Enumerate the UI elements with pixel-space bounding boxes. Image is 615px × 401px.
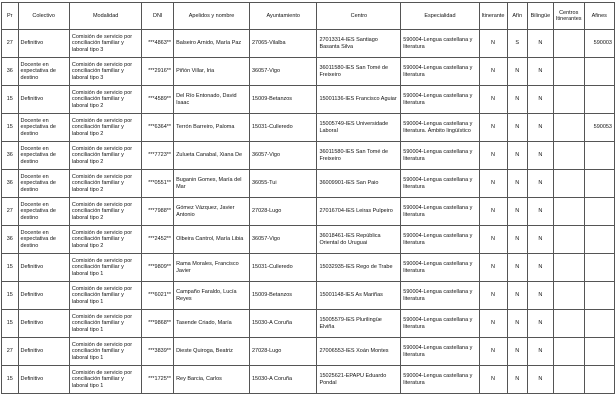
cell-pr: 15 xyxy=(2,86,19,114)
cell-especialidad: 590004-Lengua castellana y literatura xyxy=(401,338,479,366)
header-row xyxy=(2,3,615,30)
table-row xyxy=(2,198,615,226)
cell-itinerante: N xyxy=(479,366,507,394)
cell-afin: N xyxy=(507,254,527,282)
cell-pr: 15 xyxy=(2,114,19,142)
cell-afin: N xyxy=(507,310,527,338)
cell-itinerante: N xyxy=(479,226,507,254)
cell-modalidad: Comisión de servicio por conciliación familiar y laboral tipo 2 xyxy=(69,114,142,142)
cell-centro: 15001136-IES Francisco Aguiar xyxy=(317,86,401,114)
cell-modalidad: Comisión de servicio por conciliación familiar y laboral tipo 2 xyxy=(69,142,142,170)
cell-dni: ***6021** xyxy=(142,282,174,310)
column-header-afines: Afines xyxy=(584,3,614,30)
cell-dni: ***4863** xyxy=(142,30,174,58)
cell-ayuntamiento: 36055-Tui xyxy=(250,170,317,198)
cell-itinerante: N xyxy=(479,310,507,338)
column-header-colectivo: Colectivo xyxy=(18,3,69,30)
cell-modalidad: Comisión de servicio por conciliación familiar y laboral tipo 3 xyxy=(69,30,142,58)
column-header-especialidad: Especialidad xyxy=(401,3,479,30)
table-row xyxy=(2,226,615,254)
cell-ayuntamiento: 15009-Betanzos xyxy=(250,86,317,114)
column-header-apelidos: Apelidos y nombre xyxy=(174,3,250,30)
cell-afin: N xyxy=(507,366,527,394)
cell-modalidad: Comisión de servicio por conciliación familiar y laboral tipo 1 xyxy=(69,366,142,394)
cell-bilingue: N xyxy=(527,170,553,198)
cell-especialidad: 590004-Lengua castellana y literatura xyxy=(401,86,479,114)
cell-centro: 27016704-IES Leiras Pulpeiro xyxy=(317,198,401,226)
cell-apelidos: Balseiro Arnido, María Paz xyxy=(174,30,250,58)
cell-colectivo: Docente en expectativa de destino xyxy=(18,226,69,254)
cell-ayuntamiento: 15031-Culleredo xyxy=(250,114,317,142)
cell-especialidad: 590004-Lengua castellana y literatura. Ámbito lingüístico xyxy=(401,114,479,142)
cell-dni: ***9868** xyxy=(142,310,174,338)
cell-apelidos: Gómez Vázquez, Javier Antonio xyxy=(174,198,250,226)
cell-modalidad: Comisión de servicio por conciliación familiar y laboral tipo 2 xyxy=(69,226,142,254)
cell-bilingue: N xyxy=(527,198,553,226)
cell-pr: 27 xyxy=(2,338,19,366)
cell-colectivo: Definitivo xyxy=(18,366,69,394)
cell-centros-itinerantes xyxy=(553,198,584,226)
cell-apelidos: Del Río Entonado, David Isaac xyxy=(174,86,250,114)
cell-afin: N xyxy=(507,86,527,114)
cell-bilingue: N xyxy=(527,142,553,170)
cell-colectivo: Docente en expectativa de destino xyxy=(18,114,69,142)
cell-itinerante: N xyxy=(479,58,507,86)
cell-modalidad: Comisión de servicio por conciliación familiar y laboral tipo 2 xyxy=(69,86,142,114)
cell-centros-itinerantes xyxy=(553,282,584,310)
cell-colectivo: Definitivo xyxy=(18,86,69,114)
cell-afines xyxy=(584,86,614,114)
cell-pr: 15 xyxy=(2,254,19,282)
cell-afines: 590053 xyxy=(584,114,614,142)
cell-bilingue: N xyxy=(527,30,553,58)
cell-bilingue: N xyxy=(527,254,553,282)
table-row xyxy=(2,170,615,198)
cell-pr: 36 xyxy=(2,170,19,198)
cell-especialidad: 590004-Lengua castellana y literatura xyxy=(401,58,479,86)
cell-bilingue: N xyxy=(527,366,553,394)
cell-especialidad: 590004-Lengua castellana y literatura xyxy=(401,254,479,282)
cell-ayuntamiento: 36057-Vigo xyxy=(250,142,317,170)
table-row xyxy=(2,30,615,58)
cell-ayuntamiento: 27028-Lugo xyxy=(250,198,317,226)
cell-centros-itinerantes xyxy=(553,58,584,86)
cell-itinerante: N xyxy=(479,142,507,170)
cell-centro: 15005579-IES Plurilingüe Elviña xyxy=(317,310,401,338)
cell-bilingue: N xyxy=(527,226,553,254)
cell-apelidos: Olbeira Cantrol, María Libia xyxy=(174,226,250,254)
cell-afin: N xyxy=(507,282,527,310)
column-header-bilingue: Bilingüe xyxy=(527,3,553,30)
table-row xyxy=(2,114,615,142)
cell-ayuntamiento: 15030-A Coruña xyxy=(250,366,317,394)
cell-dni: ***7723** xyxy=(142,142,174,170)
table-row xyxy=(2,254,615,282)
cell-dni: ***6364** xyxy=(142,114,174,142)
cell-colectivo: Docente en expectativa de destino xyxy=(18,170,69,198)
cell-especialidad: 590004-Lengua castellana y literatura xyxy=(401,310,479,338)
table-row xyxy=(2,282,615,310)
column-header-modalidad: Modalidad xyxy=(69,3,142,30)
cell-modalidad: Comisión de servicio por conciliación familiar y laboral tipo 2 xyxy=(69,198,142,226)
cell-centro: 15005749-IES Universidade Laboral xyxy=(317,114,401,142)
cell-ayuntamiento: 15031-Culleredo xyxy=(250,254,317,282)
cell-dni: ***3839** xyxy=(142,338,174,366)
cell-apelidos: Rey Barcia, Carlos xyxy=(174,366,250,394)
cell-bilingue: N xyxy=(527,282,553,310)
cell-afines xyxy=(584,338,614,366)
cell-colectivo: Definitivo xyxy=(18,338,69,366)
cell-colectivo: Definitivo xyxy=(18,310,69,338)
cell-afines xyxy=(584,310,614,338)
cell-especialidad: 590004-Lengua castellana y literatura xyxy=(401,198,479,226)
column-header-afin: Afín xyxy=(507,3,527,30)
cell-afin: N xyxy=(507,338,527,366)
cell-afines xyxy=(584,254,614,282)
cell-centro: 36018461-IES República Oriental do Uruguai xyxy=(317,226,401,254)
cell-apelidos: Rama Morales, Francisco Javier xyxy=(174,254,250,282)
assignments-table xyxy=(1,2,615,394)
cell-itinerante: N xyxy=(479,282,507,310)
column-header-dni: DNI xyxy=(142,3,174,30)
cell-colectivo: Definitivo xyxy=(18,254,69,282)
cell-modalidad: Comisión de servicio por conciliación familiar y laboral tipo 3 xyxy=(69,58,142,86)
cell-pr: 15 xyxy=(2,282,19,310)
cell-apelidos: Buganin Gomes, María del Mar xyxy=(174,170,250,198)
cell-especialidad: 590004-Lengua castellana y literatura xyxy=(401,282,479,310)
table-row xyxy=(2,310,615,338)
table-row xyxy=(2,58,615,86)
cell-bilingue: N xyxy=(527,310,553,338)
table-row xyxy=(2,142,615,170)
cell-centro: 15025621-EPAPU Eduardo Pondal xyxy=(317,366,401,394)
cell-especialidad: 590004-Lengua castellana y literatura xyxy=(401,170,479,198)
cell-modalidad: Comisión de servicio por conciliación familiar y laboral tipo 1 xyxy=(69,338,142,366)
cell-bilingue: N xyxy=(527,58,553,86)
cell-itinerante: N xyxy=(479,170,507,198)
cell-afines xyxy=(584,226,614,254)
cell-afin: N xyxy=(507,114,527,142)
cell-afin: N xyxy=(507,142,527,170)
cell-afin: N xyxy=(507,170,527,198)
cell-afines xyxy=(584,282,614,310)
cell-centros-itinerantes xyxy=(553,338,584,366)
cell-dni: ***2452** xyxy=(142,226,174,254)
cell-colectivo: Definitivo xyxy=(18,282,69,310)
cell-dni: ***2916** xyxy=(142,58,174,86)
cell-modalidad: Comisión de servicio por conciliación familiar y laboral tipo 2 xyxy=(69,170,142,198)
cell-centros-itinerantes xyxy=(553,114,584,142)
column-header-pr: Pr xyxy=(2,3,19,30)
cell-ayuntamiento: 15009-Betanzos xyxy=(250,282,317,310)
cell-apelidos: Piñón Villar, Iria xyxy=(174,58,250,86)
cell-itinerante: N xyxy=(479,198,507,226)
cell-centro: 36011580-IES San Tomé de Freixeiro xyxy=(317,142,401,170)
cell-centro: 36009901-IES San Paio xyxy=(317,170,401,198)
cell-centros-itinerantes xyxy=(553,366,584,394)
table-body xyxy=(2,30,615,394)
cell-dni: ***1725** xyxy=(142,366,174,394)
cell-ayuntamiento: 15030-A Coruña xyxy=(250,310,317,338)
cell-centros-itinerantes xyxy=(553,170,584,198)
cell-ayuntamiento: 36057-Vigo xyxy=(250,226,317,254)
cell-centro: 36011580-IES San Tomé de Freixeiro xyxy=(317,58,401,86)
cell-afin: N xyxy=(507,58,527,86)
cell-dni: ***0551** xyxy=(142,170,174,198)
cell-centros-itinerantes xyxy=(553,86,584,114)
column-header-centros-itinerantes: Centros Itinerantes xyxy=(553,3,584,30)
cell-bilingue: N xyxy=(527,86,553,114)
cell-modalidad: Comisión de servicio por conciliación familiar y laboral tipo 1 xyxy=(69,254,142,282)
cell-pr: 27 xyxy=(2,30,19,58)
cell-afines xyxy=(584,58,614,86)
cell-colectivo: Docente en expectativa de destino xyxy=(18,142,69,170)
column-header-ayuntamiento: Ayuntamiento xyxy=(250,3,317,30)
cell-centros-itinerantes xyxy=(553,30,584,58)
cell-bilingue: N xyxy=(527,338,553,366)
cell-afines: 590003 xyxy=(584,30,614,58)
column-header-itinerante: Itinerante xyxy=(479,3,507,30)
cell-modalidad: Comisión de servicio por conciliación familiar y laboral tipo 1 xyxy=(69,310,142,338)
cell-apelidos: Dieste Quiroga, Beatriz xyxy=(174,338,250,366)
cell-pr: 15 xyxy=(2,310,19,338)
cell-ayuntamiento: 36057-Vigo xyxy=(250,58,317,86)
cell-apelidos: Tasende Criado, María xyxy=(174,310,250,338)
cell-afines xyxy=(584,142,614,170)
cell-pr: 27 xyxy=(2,198,19,226)
cell-bilingue: N xyxy=(527,114,553,142)
table-row xyxy=(2,86,615,114)
cell-centro: 15001148-IES As Mariñas xyxy=(317,282,401,310)
cell-centro: 27006553-IES Xoán Montes xyxy=(317,338,401,366)
cell-apelidos: Campaño Faraldo, Lucía Reyes xyxy=(174,282,250,310)
cell-centros-itinerantes xyxy=(553,142,584,170)
cell-pr: 15 xyxy=(2,366,19,394)
cell-afines xyxy=(584,366,614,394)
table-row xyxy=(2,366,615,394)
cell-pr: 36 xyxy=(2,142,19,170)
cell-ayuntamiento: 27065-Vilalba xyxy=(250,30,317,58)
cell-colectivo: Docente en expectativa de destino xyxy=(18,198,69,226)
cell-itinerante: N xyxy=(479,30,507,58)
cell-afines xyxy=(584,170,614,198)
cell-dni: ***4589** xyxy=(142,86,174,114)
cell-itinerante: N xyxy=(479,86,507,114)
cell-afines xyxy=(584,198,614,226)
cell-modalidad: Comisión de servicio por conciliación familiar y laboral tipo 1 xyxy=(69,282,142,310)
cell-centros-itinerantes xyxy=(553,226,584,254)
cell-pr: 36 xyxy=(2,226,19,254)
cell-afin: N xyxy=(507,226,527,254)
cell-especialidad: 590004-Lengua castellana y literatura xyxy=(401,366,479,394)
cell-itinerante: N xyxy=(479,114,507,142)
cell-centro: 15032935-IES Rego de Trabe xyxy=(317,254,401,282)
cell-pr: 36 xyxy=(2,58,19,86)
cell-colectivo: Docente en expectativa de destino xyxy=(18,58,69,86)
document-page xyxy=(1,2,615,394)
cell-afin: S xyxy=(507,30,527,58)
cell-dni: ***7988** xyxy=(142,198,174,226)
column-header-centro: Centro xyxy=(317,3,401,30)
table-row xyxy=(2,338,615,366)
cell-itinerante: N xyxy=(479,338,507,366)
cell-especialidad: 590004-Lengua castellana y literatura xyxy=(401,142,479,170)
cell-especialidad: 590004-Lengua castellana y literatura xyxy=(401,226,479,254)
cell-colectivo: Definitivo xyxy=(18,30,69,58)
cell-especialidad: 590004-Lengua castellana y literatura xyxy=(401,30,479,58)
cell-dni: ***9809** xyxy=(142,254,174,282)
cell-itinerante: N xyxy=(479,254,507,282)
cell-apelidos: Terrón Barreiro, Paloma xyxy=(174,114,250,142)
cell-centro: 27013314-IES Santiago Basanta Silva xyxy=(317,30,401,58)
cell-apelidos: Zulueta Canabal, Xiana De xyxy=(174,142,250,170)
cell-centros-itinerantes xyxy=(553,254,584,282)
cell-ayuntamiento: 27028-Lugo xyxy=(250,338,317,366)
table-header xyxy=(2,3,615,30)
cell-afin: N xyxy=(507,198,527,226)
cell-centros-itinerantes xyxy=(553,310,584,338)
